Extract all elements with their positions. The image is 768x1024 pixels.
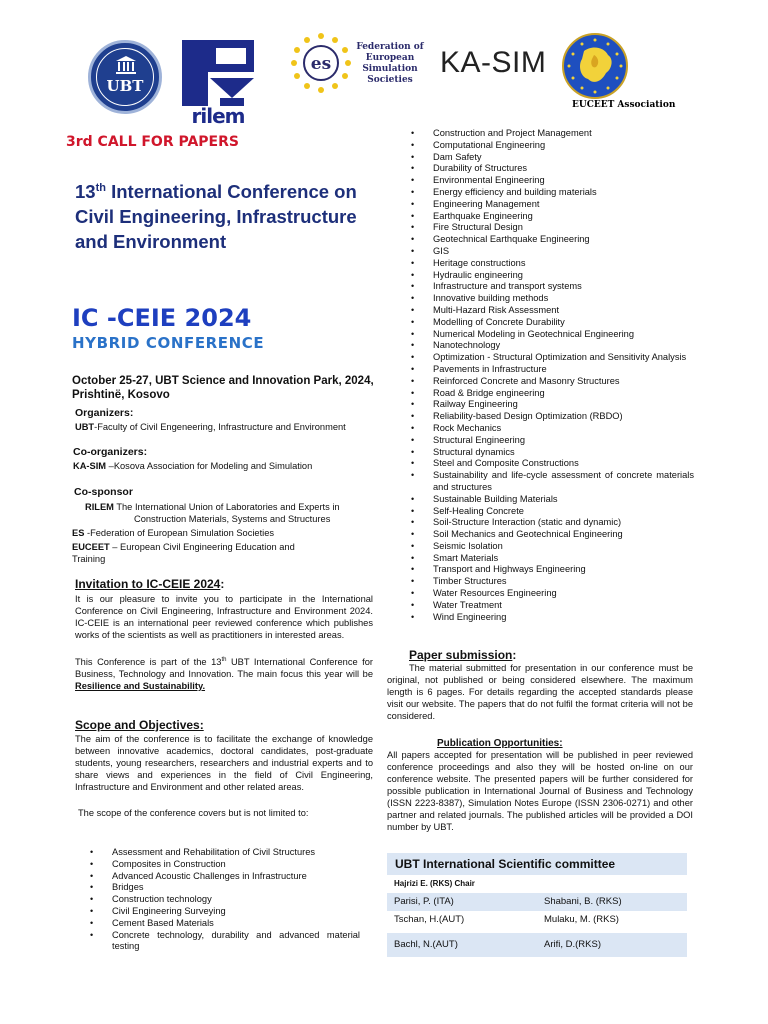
publication-text: All papers accepted for presentation will be published in peer reviewed conference proceedings and also they will be hosted on-line on our conference website. The presented papers will be further considered for possible publication in International Journal of Business and Technology (ISSN 2223-8387), Simulation Notes Europe (ISSN 2306-0271) and other partner and related journals. The published articles will be provided a DOI number by UBT. [387,750,693,832]
scope-text: The aim of the conference is to facilitate the exchange of knowledge between innovative academics, doctoral candidates, post-graduate students, young researchers, researchers and industrial experts and to share views and experiences in the field of Civil Engineering, Infrastructure and Environment and other related areas. [75,734,373,792]
invitation-text: It is our pleasure to invite you to participate in the International Conference on Civil Engineering, Infrastructure and Environment 2024. IC-CEIE is an international peer reviewed conference which publishes works of the scientists as well as practitioners in interested areas. [75,594,373,640]
sponsor-list: ES -Federation of European Simulation Societies EUCEET – European Civil Engineering Education and Training [72,528,295,564]
publication-section [387,738,693,833]
topic-item: • Railway Engineering [411,399,694,411]
topic-item: • Composites in Construction [90,859,360,871]
topic-item: • Numerical Modeling in Geotechnical Engineering [411,329,694,341]
fes-logo [290,32,352,94]
topic-item: • Computational Engineering [411,140,694,152]
rilem-logo-text: rilem [191,104,245,128]
topic-item: • Advanced Acoustic Challenges in Infrastructure [90,871,360,883]
topic-item: • Engineering Management [411,199,694,211]
topic-item: • Fire Structural Design [411,222,694,234]
invitation-section [75,577,373,692]
topic-item: • Dam Safety [411,152,694,164]
publication-heading: Publication Opportunities: [437,738,563,749]
topic-item: • Energy efficiency and building materials [411,187,694,199]
topic-item: • Environmental Engineering [411,175,694,187]
topic-item: • Optimization - Structural Optimization and Sensitivity Analysis [411,352,694,364]
topic-item: • Timber Structures [411,576,694,588]
fes-logo-text: Federation of European Simulation Societies [356,42,424,85]
cosponsor-heading: Co-sponsor [74,486,133,498]
topic-item: • Water Resources Engineering [411,588,694,600]
ubt-logo-text: UBT [106,77,144,95]
topic-item: • Heritage constructions [411,258,694,270]
topic-item: • Assessment and Rehabilitation of Civil Structures [90,847,360,859]
topic-item: • Transport and Highways Engineering [411,564,694,576]
topic-item: • Innovative building methods [411,293,694,305]
topic-item: • Construction technology [90,894,360,906]
euceet-logo-text: EUCEET Association [572,100,676,110]
topic-item: • Smart Materials [411,553,694,565]
topic-item: • Durability of Structures [411,163,694,175]
topic-item: • Nanotechnology [411,340,694,352]
topic-item: • Construction and Project Management [411,128,694,140]
invitation-heading: Invitation to IC-CEIE 2024: [75,577,225,591]
paper-submission-heading: Paper submission: [409,648,517,662]
topic-item: • Sustainable Building Materials [411,494,694,506]
rilem-logo [180,38,256,126]
committee-row: Tschan, H.(AUT) Mulaku, M. (RKS) [394,914,619,925]
cosponsor-block: Co-sponsor RILEM The International Union of Laboratories and Experts in Construction Materials, Systems and Structures [74,486,384,525]
euceet-logo [562,33,628,99]
topic-item: • Civil Engineering Surveying [90,906,360,918]
organizers-block: Organizers: UBT-Faculty of Civil Engeneering, Infrastructure and Environment [75,407,385,433]
topic-item: • Concrete technology, durability and advanced material testing [90,930,360,954]
committee-table [387,853,687,957]
coorganizers-block: Co-organizers: KA-SIM –Kosova Association for Modeling and Simulation [73,446,383,472]
organizers-heading: Organizers: [75,407,134,419]
topic-item: • Reinforced Concrete and Masonry Structures [411,376,694,388]
topic-item: • Soil Mechanics and Geotechnical Engineering [411,529,694,541]
conference-date-location: October 25-27, UBT Science and Innovation Park, 2024, Prishtinë, Kosovo [72,375,374,401]
conference-acronym: IC -CEIE 2024 [72,304,252,332]
hybrid-label: HYBRID CONFERENCE [72,334,265,352]
topic-item: • Modelling of Concrete Durability [411,317,694,329]
topic-item: • Multi-Hazard Risk Assessment [411,305,694,317]
scope-heading: Scope and Objectives: [75,718,204,732]
topic-item: • Seismic Isolation [411,541,694,553]
topic-item: • Steel and Composite Constructions [411,458,694,470]
kasim-logo-text: KA-SIM [440,46,547,79]
topic-item: • Rock Mechanics [411,423,694,435]
topic-item: • Self-Healing Concrete [411,506,694,518]
committee-chair: Hajrizi E. (RKS) Chair [394,879,475,888]
topics-list-right [411,128,694,623]
topic-item: • GIS [411,246,694,258]
topic-item: • Wind Engineering [411,612,694,624]
topic-item: • Cement Based Materials [90,918,360,930]
topic-item: • Sustainability and life-cycle assessment of concrete materials and structures [411,470,694,494]
topic-item: • Bridges [90,882,360,894]
topic-item: • Pavements in Infrastructure [411,364,694,376]
topic-item: • Infrastructure and transport systems [411,281,694,293]
topics-list-left [90,847,360,953]
topic-item: • Reliability-based Design Optimization (RBDO) [411,411,694,423]
topic-item: • Structural Engineering [411,435,694,447]
coorganizers-heading: Co-organizers: [73,446,148,458]
scope-intro: The scope of the conference covers but is not limited to: [78,808,309,818]
topic-item: • Hydraulic engineering [411,270,694,282]
topic-item: • Structural dynamics [411,447,694,459]
topic-item: • Geotechnical Earthquake Engineering [411,234,694,246]
ubt-logo [88,40,162,114]
call-for-papers: 3rd CALL FOR PAPERS [66,134,239,150]
conference-title: 13th International Conference on Civil Engineering, Infrastructure and Environment [75,181,357,253]
paper-submission-section [387,648,693,722]
svg-text:es: es [310,54,332,74]
committee-row: Parisi, P. (ITA) Shabani, B. (RKS) [387,893,687,911]
topic-item: • Earthquake Engineering [411,211,694,223]
topic-item: • Soil-Structure Interaction (static and dynamic) [411,517,694,529]
scope-section [75,718,373,819]
paper-submission-text: The material submitted for presentation in our conference must be original, not published or being considered elsewhere. The maximum length is 6 pages. For details regarding the accepted standards please visit our website. The papers that do not fulfil the format criteria will not be considered. [387,663,693,721]
committee-row: Bachl, N.(AUT) Arifi, D.(RKS) [387,933,687,957]
committee-heading: UBT International Scientific committee [387,853,687,875]
invitation-text-2: This Conference is part of the 13th UBT International Conference for Business, Technology and Innovation. The main focus this year will be Resilience and Sustainability. [75,657,373,692]
topic-item: • Road & Bridge engineering [411,388,694,400]
topic-item: • Water Treatment [411,600,694,612]
